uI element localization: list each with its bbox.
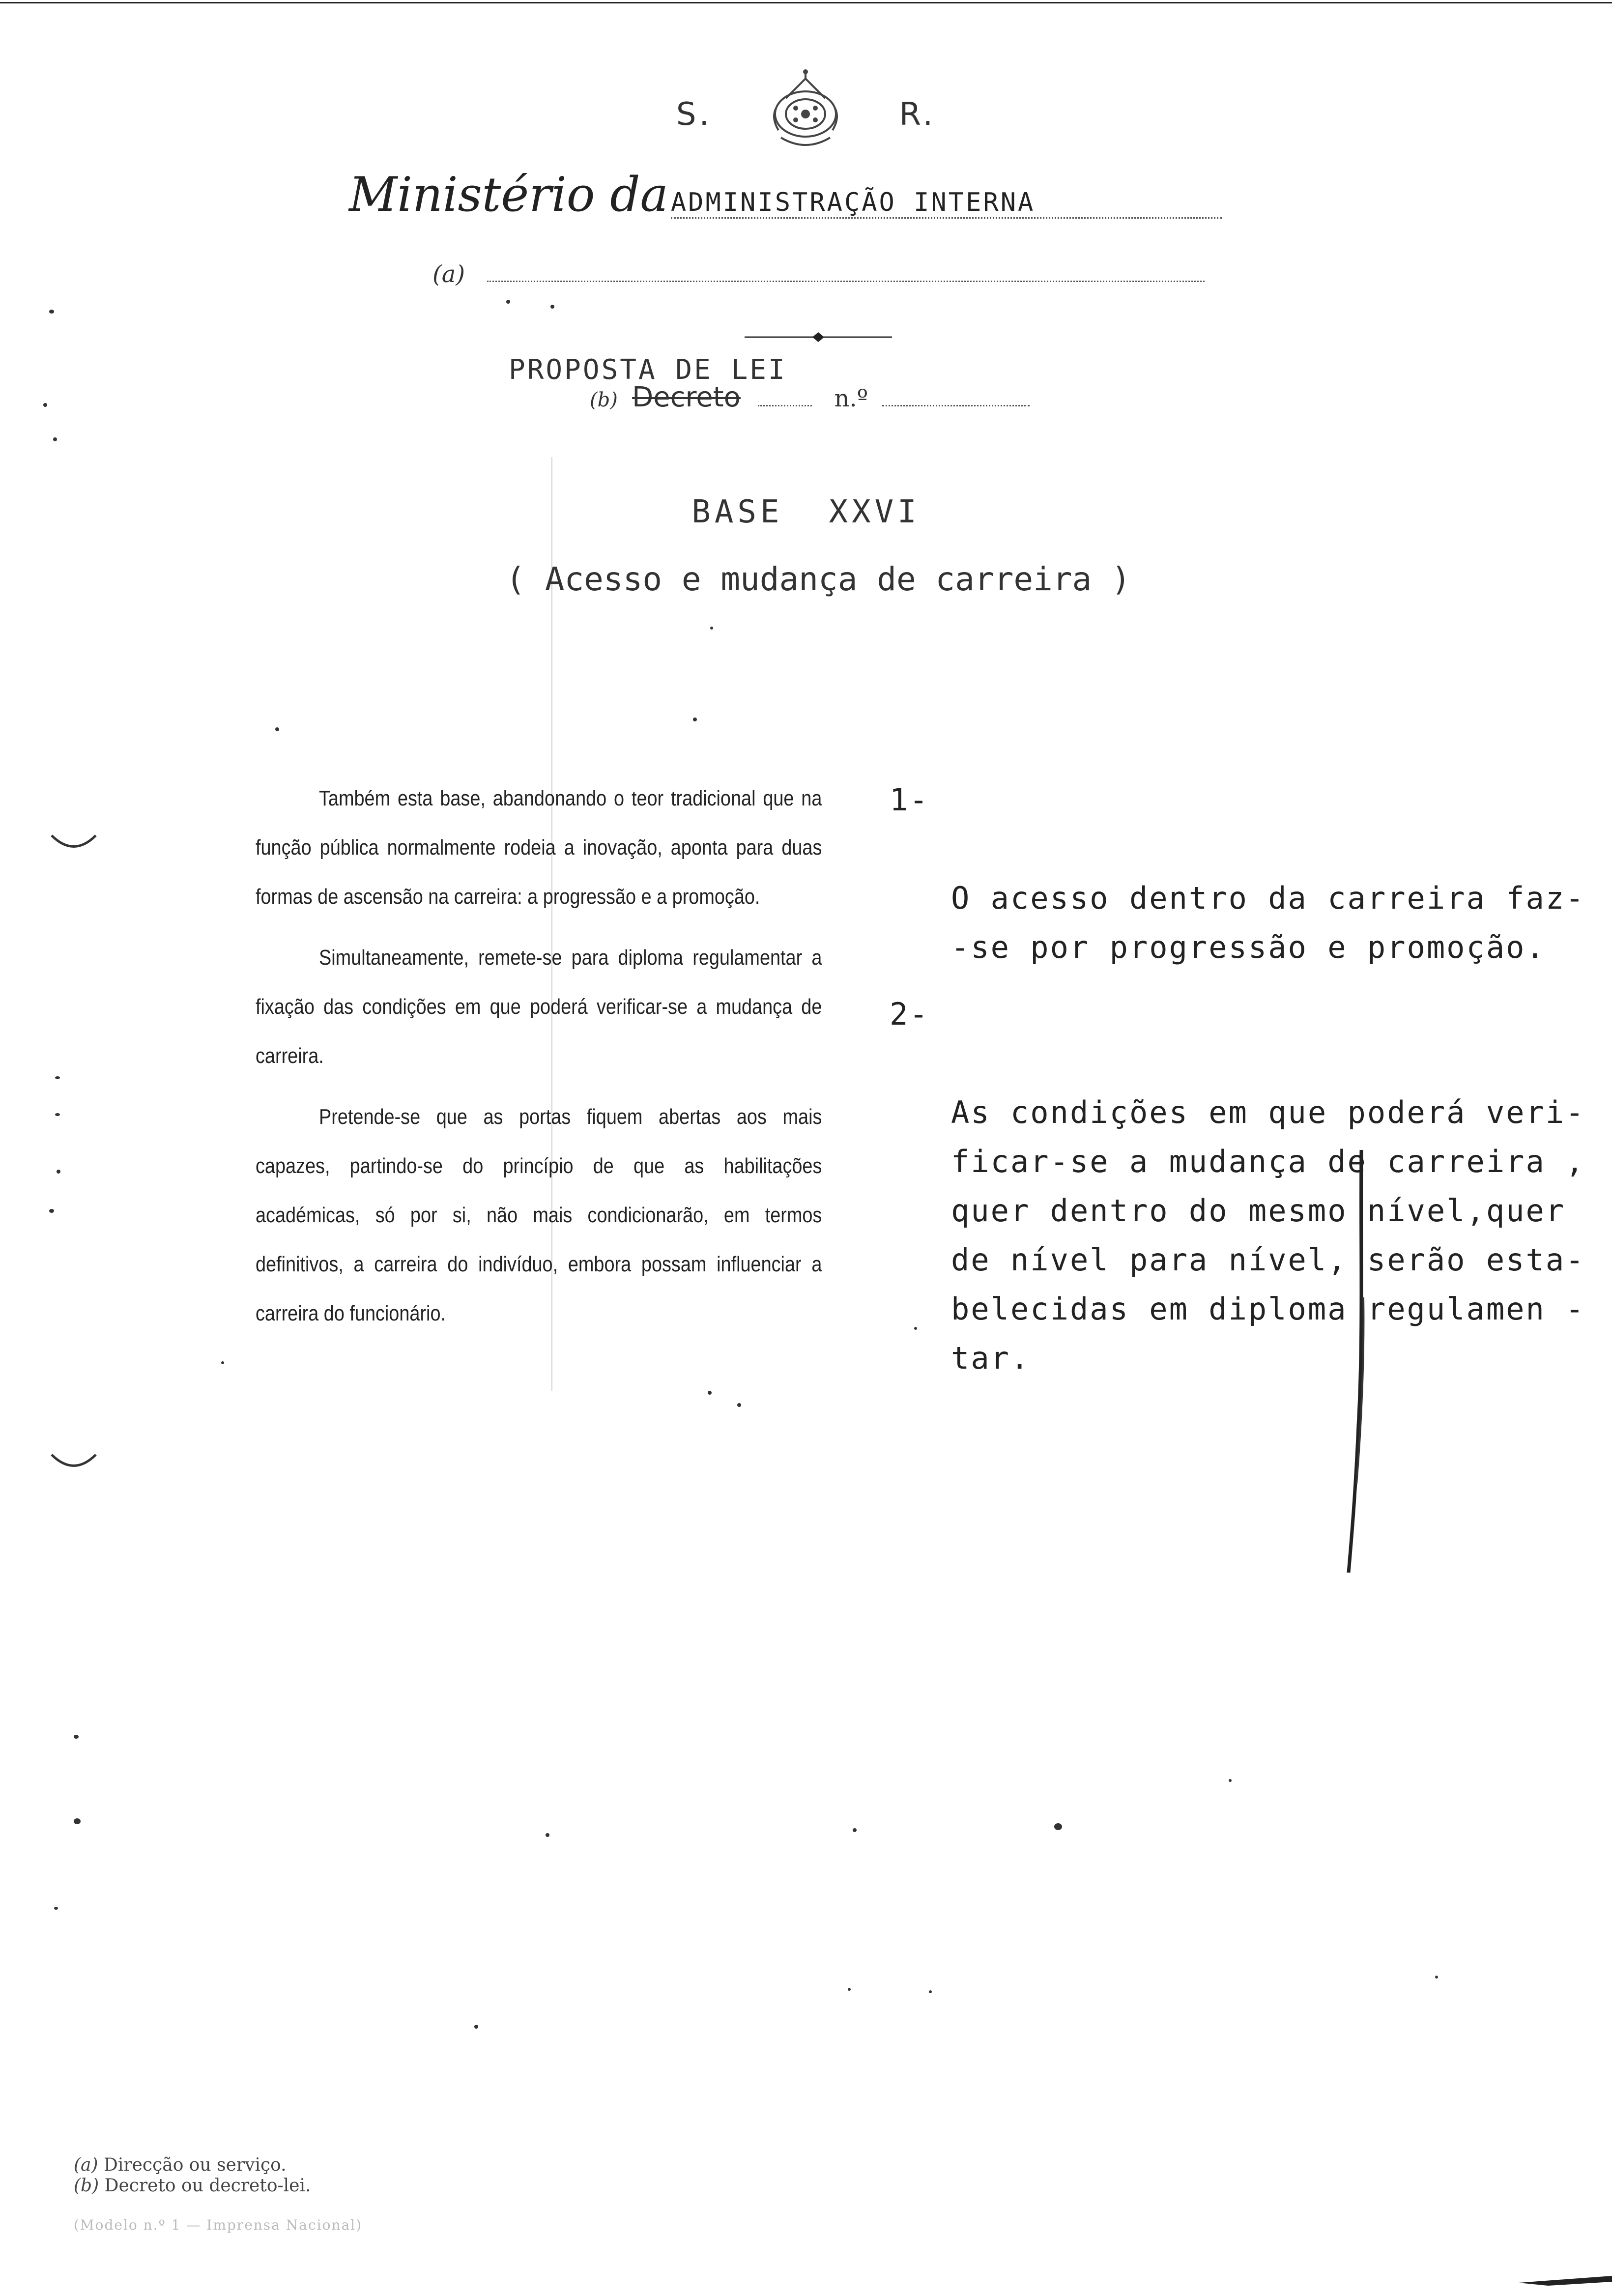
scan-speck xyxy=(546,1833,549,1837)
scan-speck xyxy=(506,300,510,304)
article-item xyxy=(890,990,1597,1383)
top-edge-rule xyxy=(0,2,1612,3)
numero-blank xyxy=(882,405,1030,406)
ornament-divider-icon xyxy=(745,332,892,342)
article-text: As condições em que poderá veri- ficar-se a mudança de carreira , quer dentro do mesmo nível,quer de nível para nível, serão esta- belecidas em diploma regulamen - tar. xyxy=(951,1094,1585,1376)
scan-speck xyxy=(929,1990,932,1993)
decreto-blank xyxy=(758,405,812,406)
scan-speck xyxy=(74,1818,81,1824)
crest-letter-right: R. xyxy=(899,96,936,133)
article-text: O acesso dentro da carreira faz- -se por progressão e promoção. xyxy=(951,880,1585,965)
scan-speck xyxy=(57,1170,60,1174)
punch-hole-mark xyxy=(49,1450,98,1474)
justification-paragraph: Também esta base, abandonando o teor tradicional que na função pública normalmente rodeia a inovação, aponta para duas formas de ascensão na carreira: a progressão e a promoção. xyxy=(256,786,822,909)
footnote-a-text: Direcção ou serviço. xyxy=(104,2155,287,2175)
article-number: 2- xyxy=(890,996,929,1032)
base-title: BASE XXVI xyxy=(691,494,921,530)
scan-speck xyxy=(474,2025,478,2029)
footnote-a-marker: (a) xyxy=(74,2155,98,2175)
coat-of-arms-icon xyxy=(756,69,855,160)
proposta-de-lei: PROPOSTA DE LEI xyxy=(509,354,787,386)
scan-speck xyxy=(49,310,54,314)
footnote-b-text: Decreto ou decreto-lei. xyxy=(104,2176,311,2196)
service-line-blank xyxy=(487,281,1205,282)
scan-speck xyxy=(848,1988,851,1991)
justification-paragraph: Pretende-se que as portas fiquem abertas aos mais capazes, partindo-se do princípio de que as habilitações académicas, só por si, não mais condicionarão, em termos definitivos, a carreira do indivíduo, embora possam influenciar a carreira do funcionário. xyxy=(256,1105,822,1325)
footnote-b xyxy=(74,2176,362,2196)
imprint-note: (Modelo n.º 1 — Imprensa Nacional) xyxy=(74,2217,363,2233)
crest-header xyxy=(0,69,1612,160)
decreto-struck-word: Decreto xyxy=(632,381,741,413)
articles-column xyxy=(890,775,1597,1401)
ministry-line xyxy=(349,167,1283,222)
scan-speck xyxy=(550,305,554,309)
scan-speck xyxy=(54,1907,58,1910)
scan-speck xyxy=(710,627,713,630)
service-line xyxy=(432,260,1205,288)
base-subtitle: ( Acesso e mudança de carreira ) xyxy=(506,560,1131,598)
scan-speck xyxy=(55,1076,60,1079)
scan-speck xyxy=(737,1403,741,1407)
scan-speck xyxy=(74,1735,79,1739)
scan-guide-line xyxy=(551,457,552,1391)
crest-letter-left: S. xyxy=(676,96,712,133)
scan-speck xyxy=(53,437,57,441)
scan-smudge-mark xyxy=(1519,2273,1612,2288)
scan-speck xyxy=(708,1391,712,1395)
justification-paragraph: Simultaneamente, remete-se para diploma regulamentar a fixação das condições em que poderá verificar-se a mudança de carreira. xyxy=(256,946,822,1068)
scan-speck xyxy=(221,1361,224,1364)
footnote-a xyxy=(74,2155,362,2176)
footnotes xyxy=(74,2155,362,2236)
article-item xyxy=(890,775,1597,972)
decreto-marker: (b) xyxy=(590,389,618,411)
scan-speck xyxy=(693,718,697,721)
scan-speck xyxy=(55,1113,60,1116)
justification-column xyxy=(256,774,822,1350)
service-line-marker: (a) xyxy=(432,260,465,288)
scan-speck xyxy=(43,403,47,407)
punch-hole-mark xyxy=(49,831,98,855)
scan-speck xyxy=(1054,1823,1062,1830)
ministry-prefix: Ministério da xyxy=(349,167,668,222)
ministry-name: ADMINISTRAÇÃO INTERNA xyxy=(671,188,1222,219)
scan-speck xyxy=(853,1828,857,1832)
numero-label: n.º xyxy=(834,385,868,412)
scan-speck xyxy=(1229,1779,1232,1782)
handwritten-stroke-mark xyxy=(1342,1150,1371,1573)
decreto-line xyxy=(590,381,1030,413)
scan-speck xyxy=(275,727,279,731)
footnote-b-marker: (b) xyxy=(74,2176,99,2196)
scan-speck xyxy=(49,1209,54,1213)
scan-speck xyxy=(914,1327,917,1330)
scan-speck xyxy=(1435,1976,1438,1979)
article-number: 1- xyxy=(890,782,929,818)
